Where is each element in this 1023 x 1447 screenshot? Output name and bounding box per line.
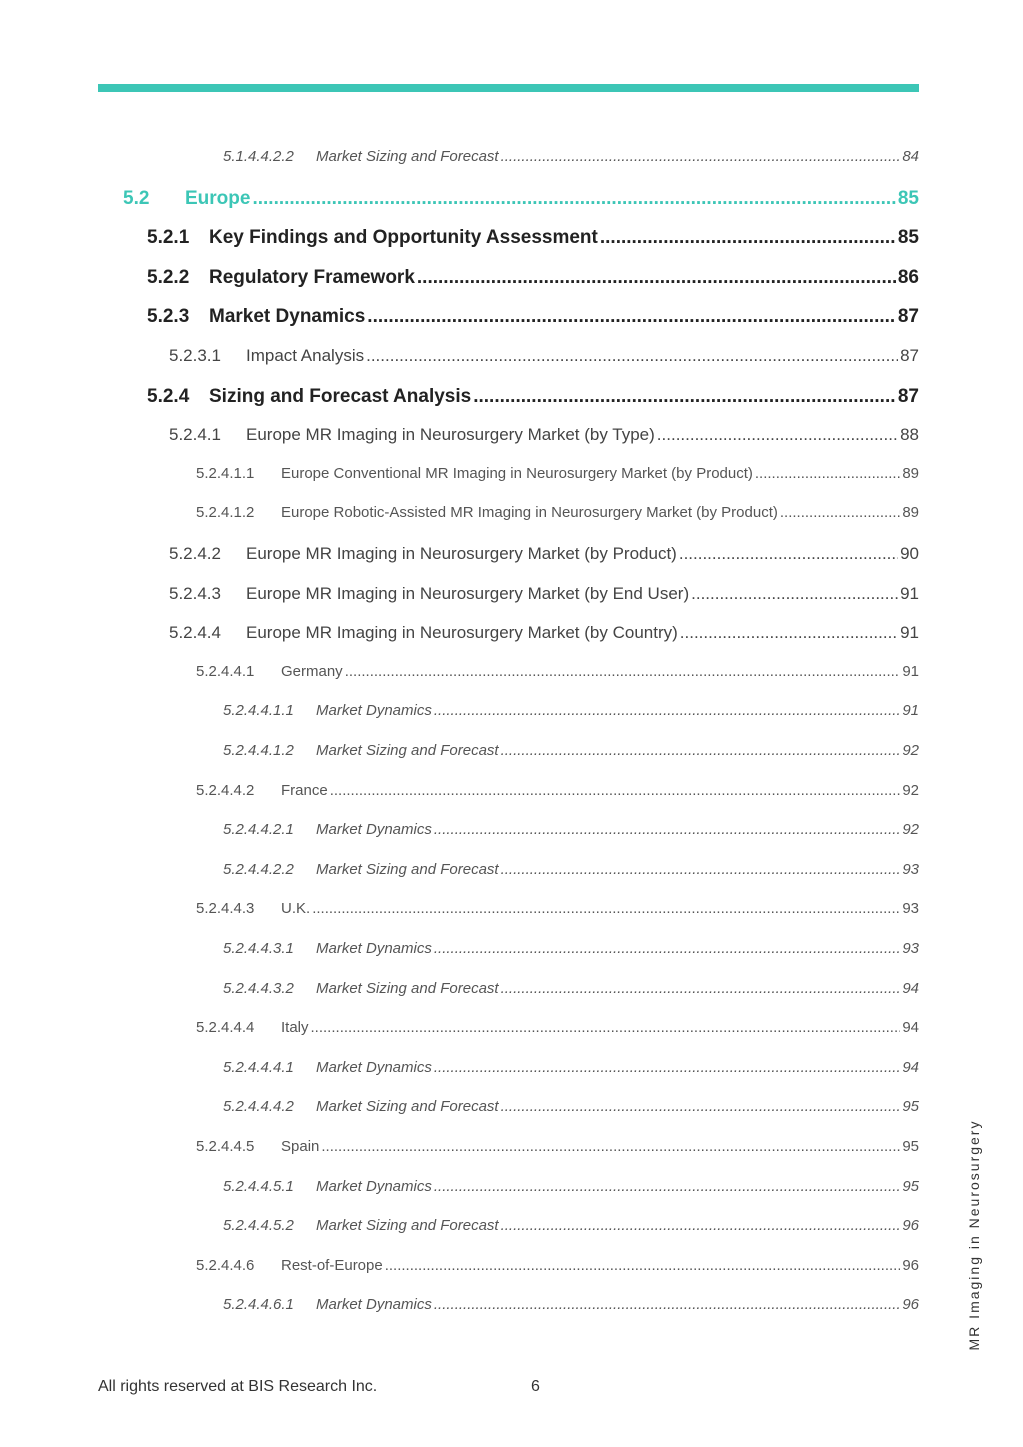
toc-entry-number: 5.2.3.1 — [169, 346, 221, 365]
toc-entry-title: Market Sizing and Forecast — [316, 979, 499, 997]
toc-dot-leader — [312, 900, 900, 917]
toc-entry-number: 5.2.4.4.3 — [196, 900, 255, 918]
toc-dot-leader — [501, 861, 901, 878]
toc-dot-leader — [434, 1178, 900, 1195]
toc-entry-title: Spain — [281, 1138, 320, 1155]
toc-dot-leader — [501, 742, 901, 759]
toc-dot-leader — [501, 1098, 901, 1115]
toc-entry-title: Europe Conventional MR Imaging in Neurosurgery Market (by Product) — [281, 464, 753, 482]
toc-dot-leader — [417, 267, 896, 289]
toc-entry[interactable] — [223, 1178, 919, 1195]
toc-entry-page: 85 — [897, 227, 919, 249]
toc-entry[interactable] — [223, 742, 919, 759]
toc-entry-page: 87 — [900, 346, 919, 365]
toc-entry-number: 5.2.4.4.4.1 — [223, 1058, 294, 1076]
toc-dot-leader — [434, 821, 900, 838]
toc-dot-leader — [434, 1296, 900, 1313]
toc-entry-title: Market Dynamics — [316, 821, 432, 839]
toc-entry[interactable] — [223, 940, 919, 957]
toc-entry-page: 96 — [902, 1217, 919, 1235]
toc-entry-title: Market Sizing and Forecast — [316, 1217, 499, 1235]
toc-entry-page: 84 — [902, 148, 919, 165]
toc-entry-title: Market Dynamics — [316, 1058, 432, 1076]
toc-entry[interactable] — [223, 1098, 919, 1115]
toc-entry[interactable] — [169, 346, 919, 366]
toc-entry-page: 87 — [897, 385, 919, 407]
toc-entry-page: 92 — [902, 742, 919, 759]
toc-entry[interactable] — [147, 227, 919, 249]
toc-dot-leader — [680, 623, 898, 643]
toc-dot-leader — [434, 1059, 900, 1076]
footer-page-number: 6 — [531, 1378, 540, 1395]
toc-entry[interactable] — [223, 1217, 919, 1234]
toc-entry-page: 88 — [900, 425, 919, 445]
toc-entry-title: Europe MR Imaging in Neurosurgery Market (by End User) — [246, 583, 690, 603]
toc-entry-title: Germany — [281, 662, 343, 680]
toc-entry[interactable] — [196, 465, 919, 482]
toc-entry-number: 5.2.4.4.2 — [196, 781, 255, 799]
toc-entry-number: 5.2.4.4 — [169, 623, 221, 643]
toc-dot-leader — [311, 1019, 901, 1036]
toc-entry[interactable] — [169, 584, 919, 604]
footer-copyright: All rights reserved at BIS Research Inc. — [98, 1378, 378, 1395]
toc-dot-leader — [434, 940, 900, 957]
toc-entry-title: Regulatory Framework — [209, 266, 415, 288]
toc-entry-number: 5.2.4.4.1.1 — [223, 702, 294, 720]
toc-entry[interactable] — [147, 386, 919, 408]
toc-entry-page: 93 — [902, 860, 919, 878]
toc-entry[interactable] — [196, 504, 919, 521]
toc-dot-leader — [657, 425, 898, 445]
toc-entry[interactable] — [223, 148, 919, 165]
toc-entry[interactable] — [223, 821, 919, 838]
toc-entry[interactable] — [196, 1138, 919, 1155]
toc-entry-title: Europe Robotic-Assisted MR Imaging in Neurosurgery Market (by Product) — [281, 504, 778, 522]
toc-entry-number: 5.2.3 — [147, 306, 190, 328]
toc-entry-number: 5.2.4.4.3.2 — [223, 979, 294, 997]
toc-entry-number: 5.2.4.1.1 — [196, 464, 255, 482]
toc-entry-page: 96 — [902, 1256, 919, 1274]
toc-entry[interactable] — [196, 1019, 919, 1036]
toc-entry[interactable] — [169, 425, 919, 445]
toc-entry-number: 5.2 — [123, 187, 150, 209]
toc-entry-page: 94 — [902, 979, 919, 997]
toc-entry-number: 5.2.4.4.1 — [196, 662, 255, 680]
toc-entry-number: 5.2.4.2 — [169, 544, 221, 563]
toc-entry-number: 5.2.4.4.5.1 — [223, 1177, 294, 1195]
toc-dot-leader — [252, 188, 895, 210]
toc-entry-title: Impact Analysis — [246, 346, 365, 365]
toc-dot-leader — [366, 346, 898, 366]
toc-entry-number: 5.1.4.4.2.2 — [223, 148, 294, 165]
toc-entry[interactable] — [223, 861, 919, 878]
toc-dot-leader — [501, 148, 901, 165]
toc-entry-page: 91 — [900, 623, 919, 643]
toc-entry-page: 89 — [902, 504, 919, 522]
toc-entry-title: U.K. — [281, 900, 311, 918]
toc-entry-page: 93 — [902, 900, 919, 918]
toc-entry[interactable] — [223, 1296, 919, 1313]
toc-entry[interactable] — [196, 663, 919, 680]
toc-entry-title: Europe — [185, 187, 251, 209]
toc-entry-page: 96 — [902, 1296, 919, 1314]
toc-entry-number: 5.2.4.4.5.2 — [223, 1217, 294, 1235]
toc-entry-number: 5.2.4.1 — [169, 425, 221, 445]
toc-entry[interactable] — [223, 980, 919, 997]
toc-dot-leader — [321, 1138, 900, 1155]
toc-entry-page: 94 — [902, 1019, 919, 1037]
toc-dot-leader — [367, 306, 896, 328]
toc-dot-leader — [501, 1217, 901, 1234]
toc-entry-title: Market Sizing and Forecast — [316, 860, 499, 878]
toc-entry-title: Rest-of-Europe — [281, 1256, 383, 1274]
toc-entry-title: Market Sizing and Forecast — [316, 742, 499, 759]
toc-dot-leader — [780, 504, 900, 521]
toc-entry-title: Europe MR Imaging in Neurosurgery Market (by Product) — [246, 544, 677, 563]
toc-entry-title: Market Dynamics — [316, 1177, 432, 1195]
toc-entry-title: Italy — [281, 1019, 309, 1037]
toc-entry-title: Sizing and Forecast Analysis — [209, 385, 472, 407]
top-accent-bar — [98, 84, 919, 92]
toc-entry-page: 91 — [902, 662, 919, 680]
toc-dot-leader — [755, 465, 900, 482]
toc-entry-page: 91 — [902, 702, 919, 720]
toc-entry-page: 93 — [902, 940, 919, 957]
toc-entry[interactable] — [123, 188, 919, 210]
toc-entry-page: 91 — [900, 583, 919, 603]
toc-dot-leader — [330, 782, 901, 799]
toc-entry-title: France — [281, 781, 328, 799]
toc-entry[interactable] — [196, 1257, 919, 1274]
toc-entry-number: 5.2.2 — [147, 266, 190, 288]
toc-entry-number: 5.2.4.4.2.2 — [223, 860, 294, 878]
toc-entry-number: 5.2.4.4.3.1 — [223, 940, 294, 957]
toc-entry-number: 5.2.4.4.6 — [196, 1256, 255, 1274]
toc-dot-leader — [473, 386, 896, 408]
toc-entry-page: 94 — [902, 1058, 919, 1076]
toc-entry-title: Market Sizing and Forecast — [316, 1098, 499, 1116]
toc-entry[interactable] — [223, 1059, 919, 1076]
toc-entry-title: Market Dynamics — [316, 702, 432, 720]
toc-entry-page: 89 — [902, 464, 919, 482]
toc-entry-title: Market Dynamics — [316, 1296, 432, 1314]
toc-entry-title: Europe MR Imaging in Neurosurgery Market (by Type) — [246, 425, 655, 445]
toc-entry[interactable] — [223, 702, 919, 719]
toc-entry-title: Key Findings and Opportunity Assessment — [209, 227, 598, 249]
toc-entry-page: 86 — [897, 266, 919, 288]
side-running-title: MR Imaging in Neurosurgery — [966, 1119, 982, 1351]
toc-dot-leader — [600, 227, 896, 249]
toc-entry-page: 95 — [902, 1098, 919, 1116]
toc-entry-page: 95 — [902, 1177, 919, 1195]
toc-entry[interactable] — [196, 782, 919, 799]
toc-entry[interactable] — [147, 267, 919, 289]
toc-entry-number: 5.2.4.4.4.2 — [223, 1098, 294, 1116]
toc-entry-page: 87 — [897, 306, 919, 328]
toc-entry-number: 5.2.4 — [147, 385, 190, 407]
toc-entry-page: 92 — [902, 781, 919, 799]
toc-entry-page: 92 — [902, 821, 919, 839]
toc-dot-leader — [501, 980, 901, 997]
toc-dot-leader — [434, 702, 900, 719]
toc-entry-number: 5.2.4.4.1.2 — [223, 742, 294, 759]
toc-entry-number: 5.2.4.4.6.1 — [223, 1296, 294, 1314]
toc-entry-page: 85 — [897, 187, 919, 209]
toc-entry-page: 95 — [902, 1138, 919, 1155]
toc-dot-leader — [345, 663, 901, 680]
toc-dot-leader — [385, 1257, 901, 1274]
toc-entry-number: 5.2.4.4.5 — [196, 1138, 255, 1155]
toc-entry-number: 5.2.4.3 — [169, 583, 221, 603]
toc-dot-leader — [679, 544, 898, 564]
toc-entry[interactable] — [169, 544, 919, 564]
toc-entry[interactable] — [196, 900, 919, 917]
toc-entry-title: Europe MR Imaging in Neurosurgery Market (by Country) — [246, 623, 678, 643]
toc-entry-title: Market Dynamics — [209, 306, 366, 328]
toc-entry[interactable] — [169, 623, 919, 643]
toc-dot-leader — [691, 584, 898, 604]
toc-entry-number: 5.2.1 — [147, 227, 190, 249]
toc-entry[interactable] — [147, 306, 919, 328]
toc-entry-number: 5.2.4.4.4 — [196, 1019, 255, 1037]
toc-entry-title: Market Sizing and Forecast — [316, 148, 499, 165]
toc-entry-number: 5.2.4.4.2.1 — [223, 821, 294, 839]
toc-entry-title: Market Dynamics — [316, 940, 432, 957]
toc-entry-page: 90 — [900, 544, 919, 563]
toc-entry-number: 5.2.4.1.2 — [196, 504, 255, 522]
